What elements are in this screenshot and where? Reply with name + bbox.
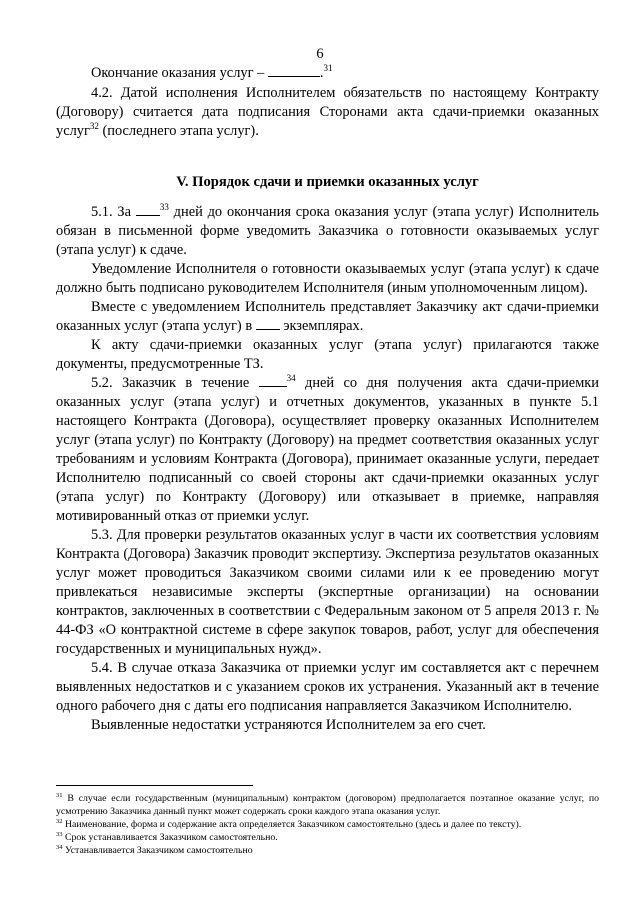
section-v-content xyxy=(56,203,599,735)
paragraph-5-2: 5.2. Заказчик в течение $^{34}$ дней со дня получения акта сдачи-приемки оказанных услуг (этапа услуг) и отчетных документов, указанных в пункте 5.1 настоящего Контракта (Договора), осуществляет проверку оказанных Исполнителем услуг (этапа услуг) по Контракту (Договору) на предмет соответствия оказанных услуг требованиям и условиям Контракта (Договора), принимает оказанные услуги, передает Исполнителю подписанный со своей стороны акт сдачи-приемки оказанных услуг (этапа услуг) по Контракту (Договору) или отказывает в приемке, направляя мотивированный отказ от приемки услуг. xyxy=(56,373,599,524)
footnote-ref: 34 xyxy=(286,373,296,383)
footnote-32: $^{32}$ Наименование, форма и содержание акта определяется Заказчиком самостоятельно (здесь и далее по тексту). xyxy=(56,818,522,830)
footnote-ref: 33 xyxy=(159,202,169,212)
blank-line xyxy=(256,317,280,330)
page-number: 6 xyxy=(316,46,324,62)
paragraph-5-3: 5.3. Для проверки результатов оказанных услуг в части их соответствия условиям Контракта (Договора) Заказчик проводит экспертизу. Экспертиза результатов оказанных услуг может проводиться Заказчиком своими силами или к ее проведению могут привлекаться независимые эксперты (экспертные организации) на основании контрактов, заключенных в соответствии с Федеральным законом от 5 апреля 2013 г. № 44-ФЗ «О контрактной системе в сфере закупок товаров, работ, услуг для обеспечения государственных и муниципальных нужд». xyxy=(56,527,599,657)
footnote-ref: 32 xyxy=(89,121,99,131)
paragraph-5-1: 5.1. За $^{33}$ дней до окончания срока оказания услуг (этапа услуг) Исполнитель обязан в письменной форме уведомить Заказчика о готовности оказываемых услуг (этапа услуг) к сдаче. xyxy=(56,202,599,258)
paragraph-attached: К акту сдачи-приемки оказанных услуг (этапа услуг) прилагаются также документы, предусмотренные ТЗ. xyxy=(56,337,599,372)
paragraph-5-4: 5.4. В случае отказа Заказчика от приемки услуг им составляется акт с перечнем выявленных недостатков и с указанием сроков их устранения. Указанный акт в течение одного рабочего дня с даты его подписания направляется Заказчиком Исполнителю. xyxy=(56,660,599,714)
blank-line xyxy=(268,64,320,77)
paragraph-with-notice: Вместе с уведомлением Исполнитель представляет Заказчику акт сдачи-приемки оказанных услуг (этапа услуг) в экземплярах. xyxy=(56,299,599,334)
paragraph-defects: Выявленные недостатки устраняются Исполнителем за его счет. xyxy=(91,717,486,733)
paragraph-4-2: 4.2. Датой исполнения Исполнителем обязательств по настоящему Контракту (Договору) считается дата подписания Сторонами акта сдачи-приемки оказанных услуг$^{32}$ (последнего этапа услуг). xyxy=(56,85,599,139)
footnote-31: $^{31}$ В случае если государственным (муниципальным) контрактом (договором) предполагается поэтапное оказание услуг, по усмотрению Заказчика данный пункт может содержать сроки каждого этапа оказания услуг. xyxy=(56,792,599,817)
blank-line xyxy=(136,203,160,216)
footnote-33: $^{33}$ Срок устанавливается Заказчиком самостоятельно. xyxy=(56,831,278,843)
footnote-34: $^{34}$ Устанавливается Заказчиком самостоятельно xyxy=(56,844,253,856)
footnotes xyxy=(56,792,599,857)
footnote-divider xyxy=(56,785,253,786)
blank-line xyxy=(259,374,287,387)
paragraph-notice: Уведомление Исполнителя о готовности оказываемых услуг (этапа услуг) к сдаче должно быть подписано руководителем Исполнителя (иным уполномоченным лицом). xyxy=(56,261,599,296)
footnote-ref: 31 xyxy=(323,63,333,73)
section-title: V. Порядок сдачи и приемки оказанных услуг xyxy=(176,174,479,190)
paragraph-end-of-services: Окончание оказания услуг – .$^{31}$ xyxy=(91,63,333,81)
